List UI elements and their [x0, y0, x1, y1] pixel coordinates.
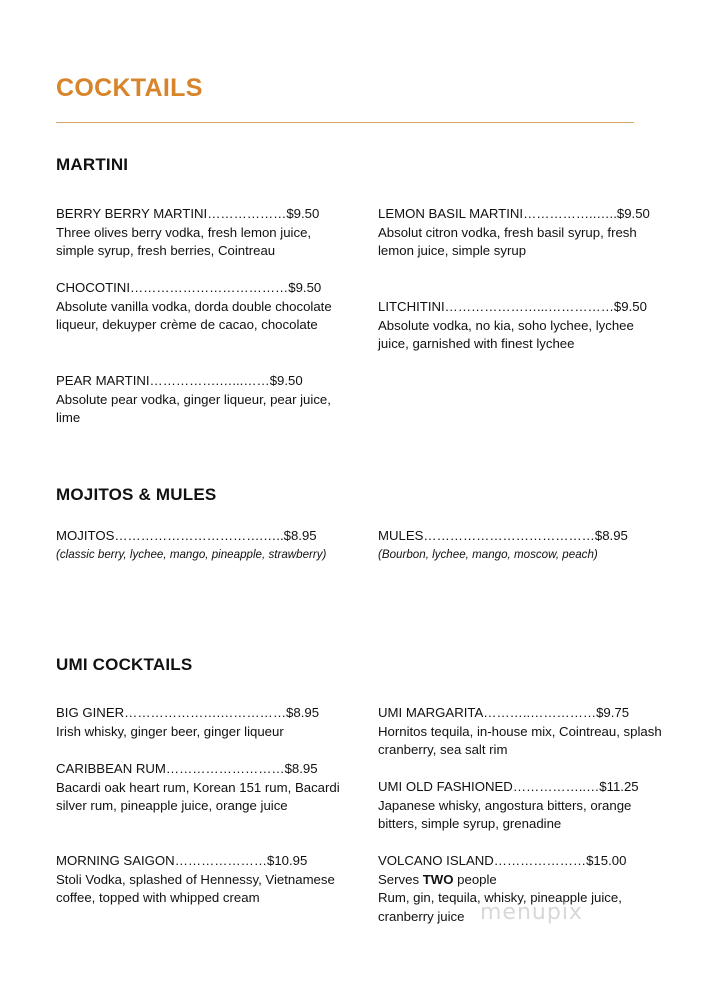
- item-description: Absolute pear vodka, ginger liqueur, pear juice, lime: [56, 391, 331, 425]
- item-description: Bacardi oak heart rum, Korean 151 rum, Bacardi silver rum, pineapple juice, orange juice: [56, 779, 340, 813]
- menu-item-umi-old-fashioned: [378, 778, 668, 834]
- item-flavors: (classic berry, lychee, mango, pineapple, strawberry): [56, 547, 327, 561]
- item-name-price: MULES…………………………………$8.95: [378, 528, 628, 543]
- section-title-martini: MARTINI: [56, 155, 129, 174]
- serves-count: TWO: [422, 871, 454, 887]
- item-description: Three olives berry vodka, fresh lemon juice, simple syrup, fresh berries, Cointreau: [56, 224, 312, 258]
- title-divider: [56, 122, 634, 123]
- menu-item-mojitos: [56, 527, 346, 563]
- item-description: Absolut citron vodka, fresh basil syrup, fresh lemon juice, simple syrup: [378, 224, 637, 258]
- section-title-umi-cocktails: UMI COCKTAILS: [56, 655, 193, 674]
- item-description: Hornitos tequila, in-house mix, Cointreau, splash cranberry, sea salt rim: [378, 723, 662, 757]
- section-title-mojitos-mules: MOJITOS & MULES: [56, 485, 217, 504]
- item-name-price: VOLCANO ISLAND…………………$15.00: [378, 853, 627, 868]
- menu-item-lemon-basil-martini: [378, 205, 668, 261]
- serves-suffix: people: [453, 871, 497, 887]
- item-name-price: CARIBBEAN RUM………………………$8.95: [56, 761, 318, 776]
- menu-item-chocotini: [56, 279, 346, 335]
- item-flavors: (Bourbon, lychee, mango, moscow, peach): [378, 547, 598, 561]
- item-serves: [378, 871, 668, 890]
- menu-item-caribbean-rum: [56, 760, 346, 816]
- menu-item-morning-saigon: [56, 852, 346, 908]
- item-name-price: UMI MARGARITA………..……………$9.75: [378, 705, 630, 720]
- serves-prefix: Serves: [378, 871, 423, 887]
- item-description: Rum, gin, tequila, whisky, pineapple juice, cranberry juice: [378, 890, 622, 924]
- item-name-price: MORNING SAIGON…………………$10.95: [56, 853, 308, 868]
- item-description: Absolute vodka, no kia, soho lychee, lychee juice, garnished with finest lychee: [378, 317, 634, 351]
- item-name-price: LEMON BASIL MARTINI……………..…..$9.50: [378, 206, 650, 221]
- watermark-logo: menupix: [480, 900, 583, 925]
- item-description: Absolute vanilla vodka, dorda double chocolate liqueur, dekuyper crème de cacao, chocolate: [56, 298, 332, 332]
- item-name-price: PEAR MARTINI…………….…...……$9.50: [56, 373, 303, 388]
- menu-item-pear-martini: [56, 372, 346, 428]
- item-description: Japanese whisky, angostura bitters, orange bitters, simple syrup, grenadine: [378, 797, 632, 831]
- menu-item-berry-berry-martini: [56, 205, 346, 261]
- menu-item-umi-margarita: [378, 704, 668, 760]
- item-name-price: LITCHITINI…………………...……………$9.50: [378, 299, 647, 314]
- item-name-price: CHOCOTINI………………………………$9.50: [56, 280, 322, 295]
- item-name-price: UMI OLD FASHIONED……………..…$11.25: [378, 779, 639, 794]
- item-description: Stoli Vodka, splashed of Hennessy, Vietnamese coffee, topped with whipped cream: [56, 871, 335, 905]
- item-description: Irish whisky, ginger beer, ginger liqueur: [56, 723, 284, 739]
- item-name-price: BERRY BERRY MARTINI………………$9.50: [56, 206, 320, 221]
- item-name-price: MOJITOS…………………………….…..$8.95: [56, 528, 317, 543]
- menu-item-big-giner: [56, 704, 346, 741]
- menu-item-mules: [378, 527, 668, 563]
- page-title: COCKTAILS: [56, 74, 203, 102]
- menu-item-litchitini: [378, 298, 668, 354]
- item-name-price: BIG GINER………………….……………$8.95: [56, 705, 320, 720]
